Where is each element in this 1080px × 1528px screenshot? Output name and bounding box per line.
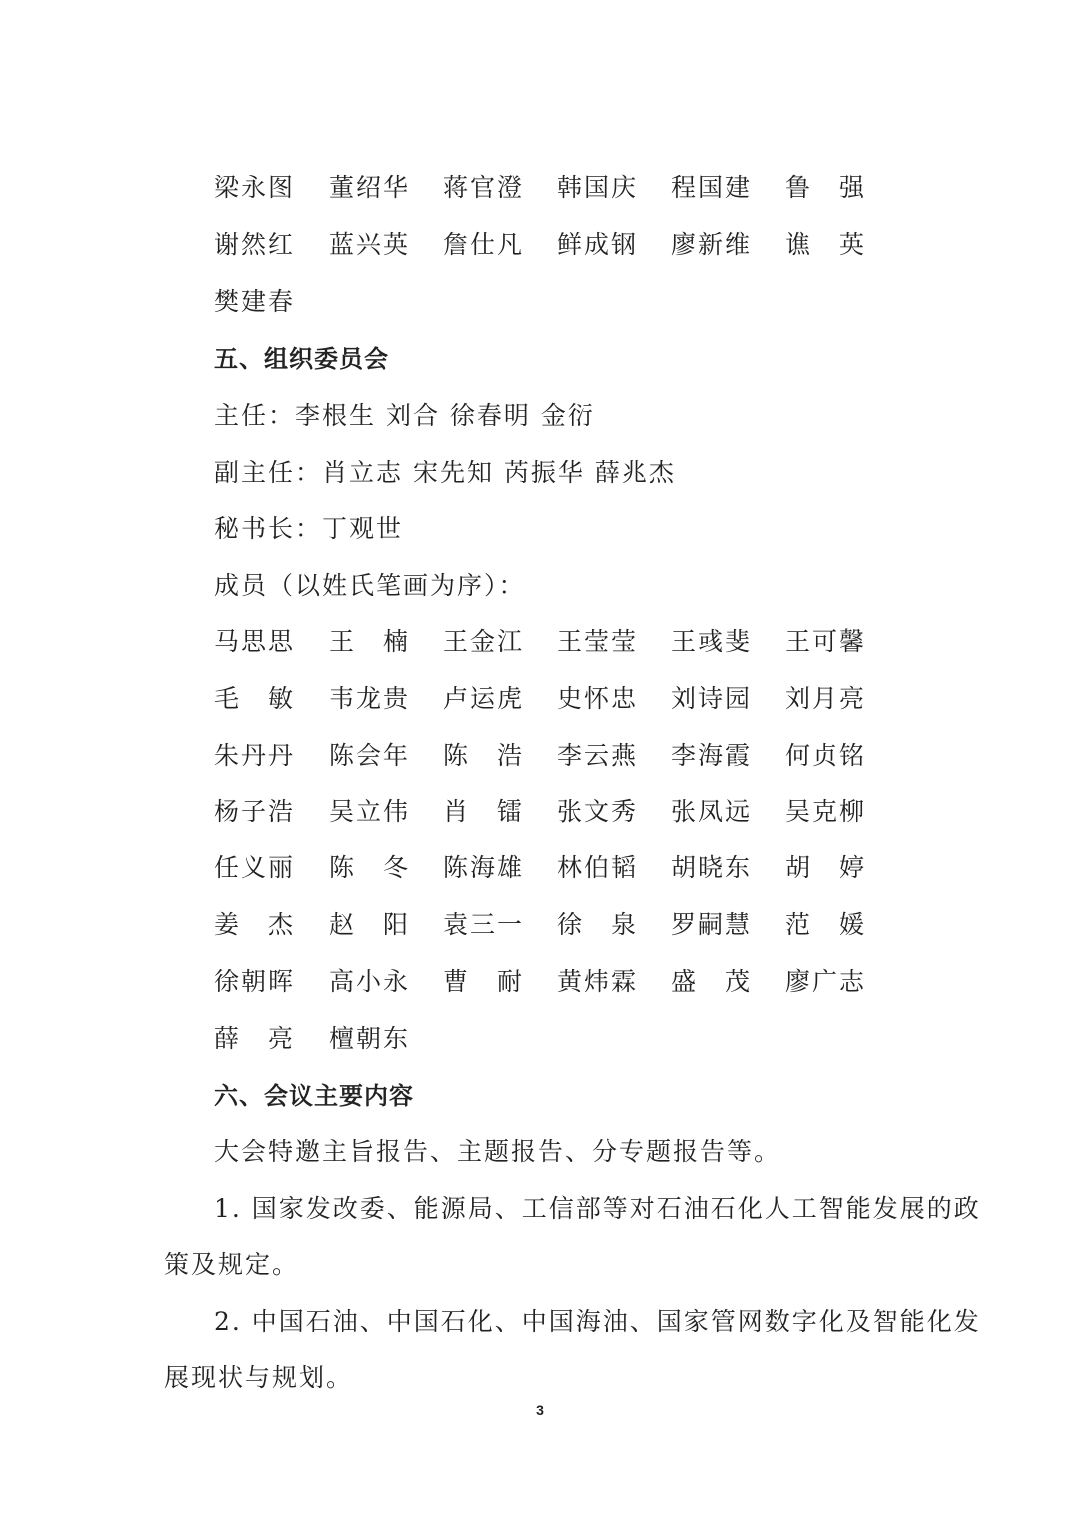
member-name: 林伯韬 bbox=[557, 853, 637, 882]
member-name: 任义丽 bbox=[214, 853, 294, 882]
member-name: 赵 阳 bbox=[329, 910, 409, 939]
item-1-line-1: 1. 国家发改委、能源局、工信部等对石油石化人工智能发展的政 bbox=[214, 1194, 981, 1223]
member-name: 廖新维 bbox=[671, 230, 751, 259]
member-name: 檀朝东 bbox=[329, 1024, 409, 1053]
member-name: 卢运虎 bbox=[443, 684, 523, 713]
name-row bbox=[214, 962, 914, 1002]
member-name: 蓝兴英 bbox=[329, 230, 409, 259]
intro-paragraph: 大会特邀主旨报告、主题报告、分专题报告等。 bbox=[214, 1137, 782, 1166]
member-name: 罗嗣慧 bbox=[671, 910, 751, 939]
member-name: 董绍华 bbox=[329, 173, 409, 202]
member-name: 鲜成钢 bbox=[557, 230, 637, 259]
member-name: 肖 镭 bbox=[443, 797, 523, 826]
name-row bbox=[214, 168, 914, 208]
member-name: 马思思 bbox=[214, 627, 294, 656]
member-name: 胡 婷 bbox=[785, 853, 865, 882]
name-row bbox=[214, 792, 914, 832]
member-name: 王彧斐 bbox=[671, 627, 751, 656]
name-row bbox=[214, 679, 914, 719]
member-name: 姜 杰 bbox=[214, 910, 294, 939]
member-name: 袁三一 bbox=[443, 910, 523, 939]
member-name: 蒋官澄 bbox=[443, 173, 523, 202]
member-name: 朱丹丹 bbox=[214, 741, 294, 770]
member-name: 谢然红 bbox=[214, 230, 294, 259]
section-heading-organizing-committee: 五、组织委员会 bbox=[214, 345, 389, 373]
member-name: 黄炜霖 bbox=[557, 967, 637, 996]
member-name: 王可馨 bbox=[785, 627, 865, 656]
member-name: 史怀忠 bbox=[557, 684, 637, 713]
member-name: 薛 亮 bbox=[214, 1024, 294, 1053]
member-name: 樊建春 bbox=[214, 287, 294, 316]
item-2-line-2: 展现状与规划。 bbox=[164, 1363, 354, 1392]
member-name: 程国建 bbox=[671, 173, 751, 202]
member-name: 范 媛 bbox=[785, 910, 865, 939]
name-row bbox=[214, 622, 914, 662]
name-row bbox=[214, 282, 914, 322]
member-name: 张文秀 bbox=[557, 797, 637, 826]
item-2-line-1: 2. 中国石油、中国石化、中国海油、国家管网数字化及智能化发 bbox=[214, 1307, 981, 1336]
name-row bbox=[214, 1019, 914, 1059]
page-number: 3 bbox=[536, 1402, 544, 1418]
name-row bbox=[214, 225, 914, 265]
member-name: 徐朝晖 bbox=[214, 967, 294, 996]
member-name: 李海霞 bbox=[671, 741, 751, 770]
member-name: 张凤远 bbox=[671, 797, 751, 826]
name-row bbox=[214, 736, 914, 776]
member-name: 毛 敏 bbox=[214, 684, 294, 713]
member-name: 詹仕凡 bbox=[443, 230, 523, 259]
member-name: 李云燕 bbox=[557, 741, 637, 770]
member-name: 何贞铭 bbox=[785, 741, 865, 770]
member-name: 鲁 强 bbox=[785, 173, 865, 202]
member-name: 吴立伟 bbox=[329, 797, 409, 826]
chair-line: 主任：李根生 刘合 徐春明 金衍 bbox=[214, 401, 595, 430]
member-name: 王金江 bbox=[443, 627, 523, 656]
members-label: 成员（以姓氏笔画为序）： bbox=[214, 571, 526, 600]
section-heading-main-content: 六、会议主要内容 bbox=[214, 1082, 414, 1110]
member-name: 曹 耐 bbox=[443, 967, 523, 996]
vice-chair-line: 副主任：肖立志 宋先知 芮振华 薛兆杰 bbox=[214, 458, 676, 487]
member-name: 胡晓东 bbox=[671, 853, 751, 882]
member-name: 谯 英 bbox=[785, 230, 865, 259]
name-row bbox=[214, 905, 914, 945]
member-name: 陈海雄 bbox=[443, 853, 523, 882]
member-name: 梁永图 bbox=[214, 173, 294, 202]
member-name: 高小永 bbox=[329, 967, 409, 996]
member-name: 杨子浩 bbox=[214, 797, 294, 826]
member-name: 吴克柳 bbox=[785, 797, 865, 826]
member-name: 刘月亮 bbox=[785, 684, 865, 713]
member-name: 韩国庆 bbox=[557, 173, 637, 202]
member-name: 刘诗园 bbox=[671, 684, 751, 713]
secretary-line: 秘书长：丁观世 bbox=[214, 514, 404, 543]
member-name: 王莹莹 bbox=[557, 627, 637, 656]
name-row bbox=[214, 848, 914, 888]
item-1-line-2: 策及规定。 bbox=[164, 1250, 300, 1279]
member-name: 韦龙贵 bbox=[329, 684, 409, 713]
member-name: 陈 浩 bbox=[443, 741, 523, 770]
member-name: 盛 茂 bbox=[671, 967, 751, 996]
member-name: 陈会年 bbox=[329, 741, 409, 770]
member-name: 徐 泉 bbox=[557, 910, 637, 939]
member-name: 陈 冬 bbox=[329, 853, 409, 882]
member-name: 王 楠 bbox=[329, 627, 409, 656]
member-name: 廖广志 bbox=[785, 967, 865, 996]
